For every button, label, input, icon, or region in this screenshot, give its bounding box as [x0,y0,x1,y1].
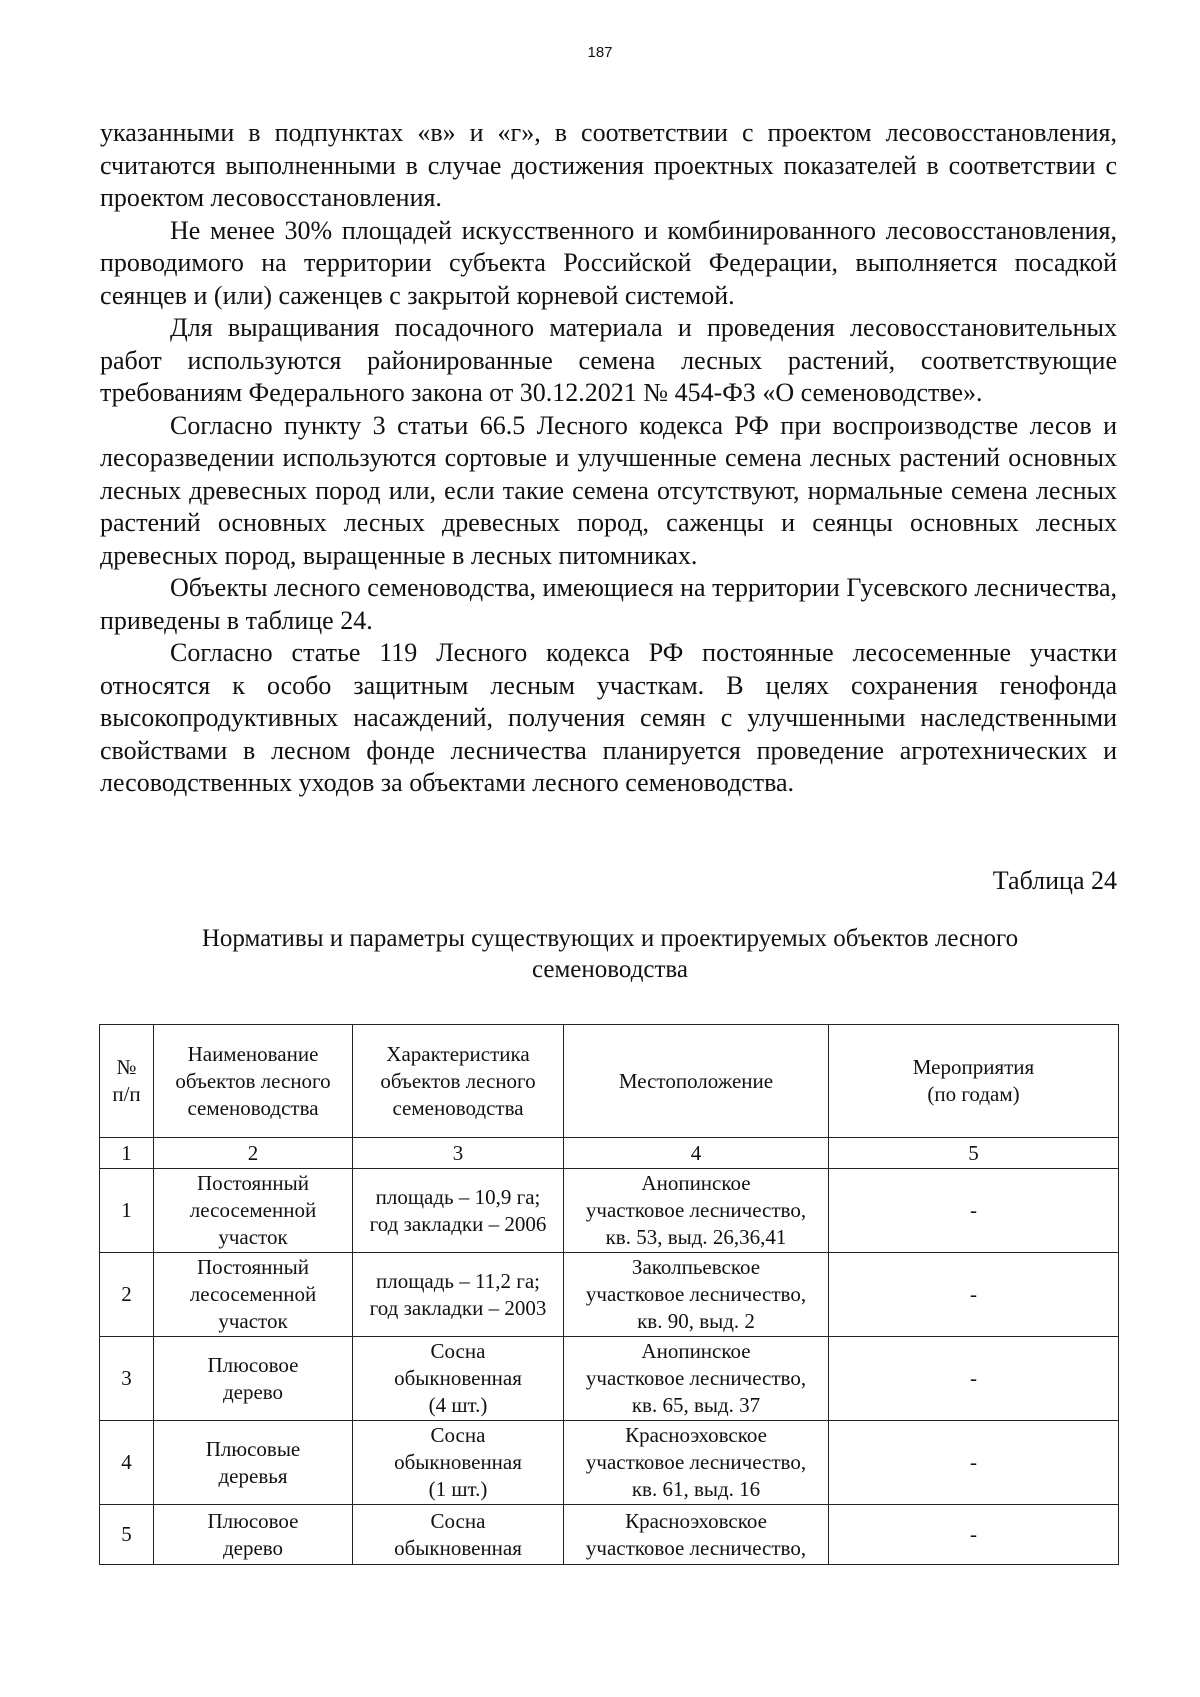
table-title: Нормативы и параметры существующих и проектируемых объектов лесного семеноводства [201,925,1019,983]
header-cell-location: Местоположение [564,1025,829,1138]
cell-characteristics: площадь – 11,2 га; год закладки – 2003 [353,1253,564,1337]
cell-location: Красноэховское участковое лесничество, кв. 61, выд. 16 [564,1421,829,1505]
paragraph: Для выращивания посадочного материала и проведения лесовосстановительных работ используются районированные семена лесных растений, соответствующие требованиям Федерального закона от 30.12.2021 № 454-ФЗ «О семеноводстве». [100,313,1117,407]
cell-measures: - [829,1505,1119,1565]
paragraph: Не менее 30% площадей искусственного и комбинированного лесовосстановления, проводимого на территории субъекта Российской Федерации, выполняется посадкой сеянцев и (или) саженцев с закрытой корневой системой. [100,215,1117,310]
table-row [100,1337,1119,1421]
header-cell-number: № п/п [100,1025,154,1138]
cell-name: Постоянный лесосеменной участок [154,1253,353,1337]
cell-name: Плюсовое дерево [154,1505,353,1565]
cell-number: 3 [100,1337,154,1421]
cell-location: Анопинское участковое лесничество, кв. 65, выд. 37 [564,1337,829,1421]
cell-measures: - [829,1253,1119,1337]
seed-objects-table [99,1024,1119,1565]
cell-location: Анопинское участковое лесничество, кв. 53, выд. 26,36,41 [564,1169,829,1253]
page-number: 187 [587,44,613,61]
table-row [100,1421,1119,1505]
paragraph: Согласно статье 119 Лесного кодекса РФ постоянные лесосеменные участки относятся к особо защитным лесным участкам. В целях сохранения генофонда высокопродуктивных насаждений, получения семян с улучшенными наследственными свойствами в лесном фонде лесничества планируется проведение агротехнических и лесоводственных уходов за объектами лесного семеноводства. [100,638,1117,797]
column-number: 1 [100,1138,154,1169]
table-caption: Таблица 24 [992,866,1117,895]
column-number: 4 [564,1138,829,1169]
column-number: 2 [154,1138,353,1169]
cell-name: Плюсовые деревья [154,1421,353,1505]
column-number: 3 [353,1138,564,1169]
table-row [100,1253,1119,1337]
paragraph: Согласно пункту 3 статьи 66.5 Лесного кодекса РФ при воспроизводстве лесов и лесоразведении используются сортовые и улучшенные семена лесных растений основных лесных древесных пород или, если такие семена отсутствуют, нормальные семена лесных растений основных лесных древесных пород, саженцы и сеянцы основных лесных древесных пород, выращенные в лесных питомниках. [100,410,1117,570]
header-cell-characteristics: Характеристика объектов лесного семеноводства [353,1025,564,1138]
header-cell-measures: Мероприятия (по годам) [829,1025,1119,1138]
paragraph: указанными в подпунктах «в» и «г», в соответствии с проектом лесовосстановления, считаются выполненными в случае достижения проектных показателей в соответствии с проектом лесовосстановления. [100,118,1117,212]
table-header-row [100,1025,1119,1138]
cell-characteristics: площадь – 10,9 га; год закладки – 2006 [353,1169,564,1253]
cell-name: Плюсовое дерево [154,1337,353,1421]
header-cell-name: Наименование объектов лесного семеноводства [154,1025,353,1138]
table-row [100,1505,1119,1565]
cell-number: 1 [100,1169,154,1253]
column-number-row [100,1138,1119,1169]
cell-characteristics: Сосна обыкновенная (1 шт.) [353,1421,564,1505]
body-text [100,117,1117,800]
cell-measures: - [829,1421,1119,1505]
cell-characteristics: Сосна обыкновенная (4 шт.) [353,1337,564,1421]
cell-characteristics: Сосна обыкновенная [353,1505,564,1565]
cell-measures: - [829,1337,1119,1421]
cell-number: 4 [100,1421,154,1505]
cell-measures: - [829,1169,1119,1253]
paragraph: Объекты лесного семеноводства, имеющиеся на территории Гусевского лесничества, приведены в таблице 24. [100,573,1117,635]
cell-number: 2 [100,1253,154,1337]
cell-number: 5 [100,1505,154,1565]
cell-location: Заколпьевское участковое лесничество, кв. 90, выд. 2 [564,1253,829,1337]
column-number: 5 [829,1138,1119,1169]
table-row [100,1169,1119,1253]
cell-location: Красноэховское участковое лесничество, [564,1505,829,1565]
cell-name: Постоянный лесосеменной участок [154,1169,353,1253]
